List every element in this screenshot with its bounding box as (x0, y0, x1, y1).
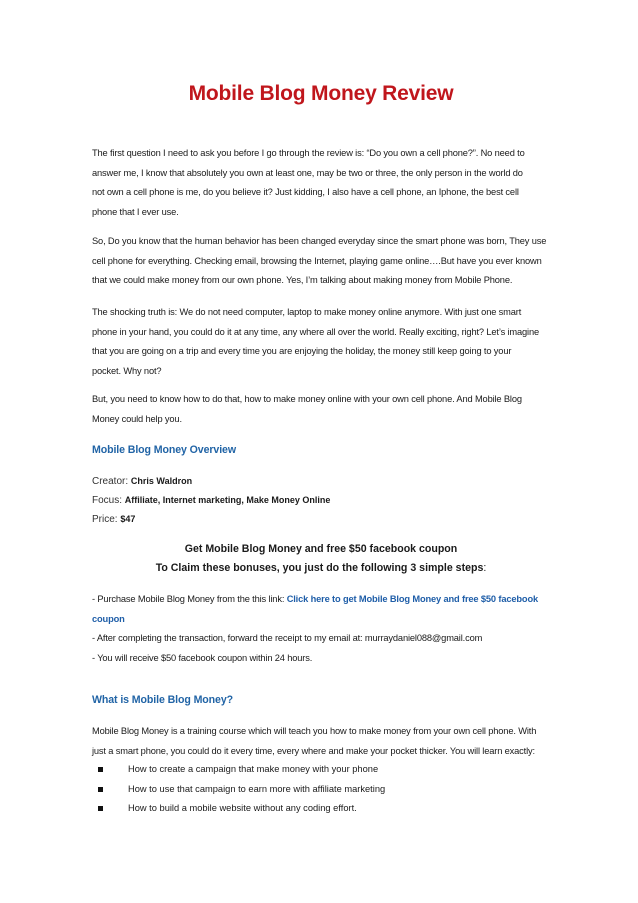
text-line: But, you need to know how to do that, how to make money online with your own cell phone. And Mobile Blog (92, 394, 522, 404)
text-line: that we could make money from our own phone. Yes, I’m talking about making money from Mobile Phone. (92, 275, 513, 286)
purchase-link[interactable]: Click here to get Mobile Blog Money and free $50 facebook (286, 594, 538, 604)
text-line: Mobile Blog Money is a training course which will teach you how to make money from your own cell phone. With (92, 726, 537, 736)
learn-list (92, 760, 550, 819)
page-title: Mobile Blog Money Review (188, 82, 454, 105)
creator-label: Creator: (92, 476, 129, 487)
text-line: The shocking truth is: We do not need computer, laptop to make money online anymore. With just one smart (92, 307, 522, 317)
list-item (92, 760, 550, 780)
what-paragraph (92, 722, 550, 761)
text-line: not own a cell phone is me, do you believe it? Just kidding, I also have a cell phone, an Iphone, the best cell (92, 187, 519, 198)
product-details (92, 472, 330, 529)
offer-headline: Get Mobile Blog Money and free $50 facebook coupon (184, 543, 458, 555)
offer-subline (92, 559, 550, 578)
step-1-text: - Purchase Mobile Blog Money from the this link: (92, 594, 287, 604)
truth-paragraph (92, 303, 550, 381)
list-item-text: How to create a campaign that make money with your phone (128, 764, 379, 774)
what-heading: What is Mobile Blog Money? (92, 694, 234, 706)
offer-subline-text: To Claim these bonuses, you just do the following 3 simple steps (155, 562, 484, 574)
steps-list (92, 590, 550, 668)
text-line: The first question I need to ask you before I go through the review is: “Do you own a cell phone?”. No need to (92, 148, 525, 158)
square-bullet-icon (98, 787, 103, 792)
list-item-text: How to build a mobile website without any coding effort. (128, 803, 357, 814)
text-line: phone that I ever use. (92, 206, 179, 217)
text-line: answer me, I know that absolutely you own at least one, may be two or three, the only person in the world do (92, 167, 523, 178)
howto-paragraph (92, 390, 550, 429)
text-line: that you are going on a trip and every time you are enjoying the holiday, the money still keep going to your (92, 346, 512, 357)
text-line: pocket. Why not? (92, 365, 162, 376)
purchase-link-cont[interactable]: coupon (92, 613, 125, 624)
step-1-cont (92, 610, 550, 630)
creator-row (92, 472, 330, 491)
step-1 (92, 590, 550, 610)
list-item (92, 799, 550, 819)
text-line: cell phone for everything. Checking email, browsing the Internet, playing game online….But have you ever known (92, 255, 542, 266)
step-3: - You will receive $50 facebook coupon within 24 hours. (92, 652, 313, 663)
list-item (92, 780, 550, 800)
focus-value: Affiliate, Internet marketing, Make Money Online (124, 495, 331, 505)
behavior-paragraph (92, 232, 550, 291)
offer-subline-colon: : (483, 562, 487, 574)
offer-block (92, 540, 550, 578)
square-bullet-icon (98, 767, 103, 772)
price-value: $47 (120, 514, 136, 524)
intro-paragraph (92, 144, 550, 222)
price-label: Price: (92, 514, 118, 525)
step-2: - After completing the transaction, forward the receipt to my email at: murraydaniel088@gmail.com (92, 633, 483, 644)
text-line: just a smart phone, you could do it every time, every where and make your pocket thicker. You will learn exactly: (92, 745, 535, 756)
text-line: So, Do you know that the human behavior has been changed everyday since the smart phone was born, They use (92, 236, 547, 246)
list-item-text: How to use that campaign to earn more with affiliate marketing (128, 783, 386, 794)
text-line: Money could help you. (92, 413, 182, 424)
focus-row (92, 491, 330, 510)
focus-label: Focus: (92, 495, 123, 506)
creator-value: Chris Waldron (130, 476, 193, 486)
price-row (92, 510, 330, 529)
square-bullet-icon (98, 806, 103, 811)
overview-heading: Mobile Blog Money Overview (92, 444, 236, 456)
text-line: phone in your hand, you could do it at any time, any where all over the world. Really exciting, right? Let’s imagine (92, 326, 540, 337)
